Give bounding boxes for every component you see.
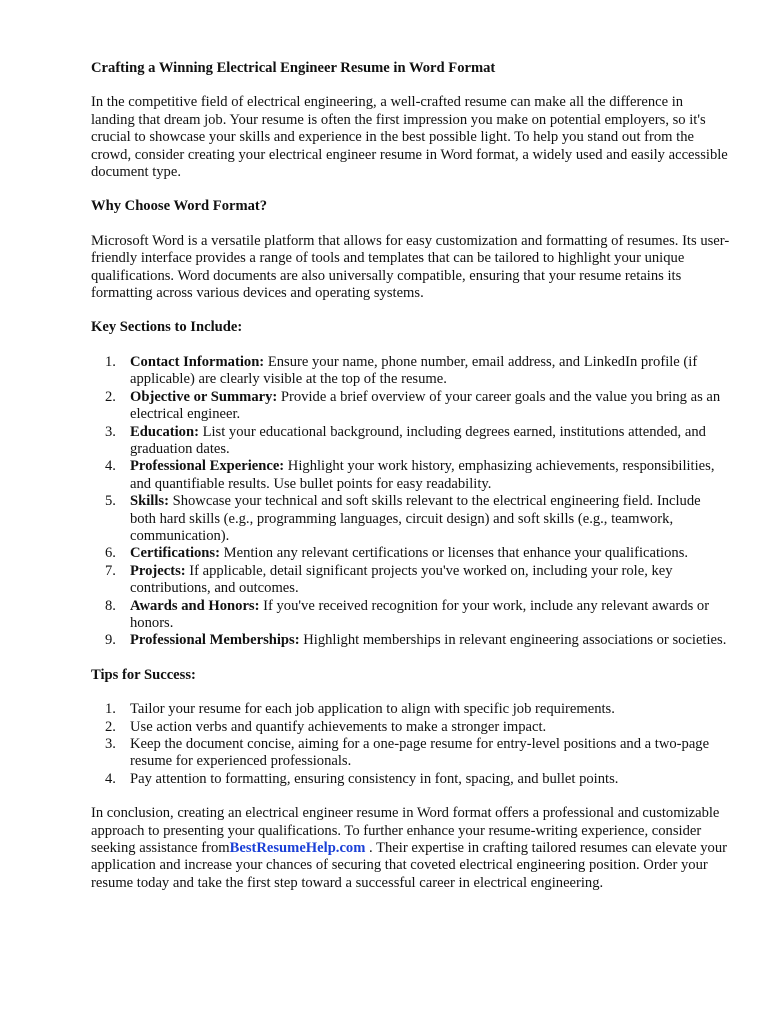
item-number: 3. bbox=[105, 736, 116, 752]
item-text: Tailor your resume for each job application to align with specific job requirements. bbox=[130, 701, 615, 718]
item-term: Objective or Summary: bbox=[130, 388, 278, 405]
list-item bbox=[91, 545, 730, 562]
item-number: 8. bbox=[105, 597, 116, 614]
intro-paragraph: In the competitive field of electrical engineering, a well-crafted resume can make all the difference in landing that dream job. Your resume is often the first impression you make on potential employers, so it's crucial to showcase your skills and experience in the best possible light. To help you stand out from the crowd, consider creating your electrical engineer resume in Word format, a widely used and easily accessible document type. bbox=[91, 94, 728, 181]
list-item bbox=[91, 493, 730, 545]
best-resume-help-link[interactable]: BestResumeHelp.com bbox=[229, 840, 366, 857]
item-number: 7. bbox=[105, 562, 116, 579]
item-number: 2. bbox=[105, 718, 116, 735]
item-text: Mention any relevant certifications or licenses that enhance your qualifications. bbox=[219, 545, 689, 562]
list-item bbox=[91, 736, 730, 771]
list-item bbox=[91, 563, 730, 598]
list-item bbox=[91, 424, 730, 459]
why-paragraph: Microsoft Word is a versatile platform that allows for easy customization and formatting of resumes. Its user-friendly interface provides a range of tools and templates that can be tailored to highlight your unique qualifications. Word documents are also universally compatible, ensuring that your resume retains its formatting across various devices and operating systems. bbox=[91, 232, 730, 302]
item-term: Certifications: bbox=[130, 545, 220, 562]
item-text: If you've received recognition for your work, include any relevant awards or honors. bbox=[130, 597, 710, 631]
item-term: Education: bbox=[130, 423, 199, 440]
item-term: Projects: bbox=[130, 562, 186, 579]
item-text: Highlight memberships in relevant engineering associations or societies. bbox=[299, 632, 727, 649]
tips-list bbox=[91, 701, 730, 788]
item-text: Provide a brief overview of your career goals and the value you bring as an electrical engineer. bbox=[130, 388, 721, 423]
item-term: Contact Information: bbox=[130, 353, 265, 370]
item-text: List your educational background, including degrees earned, institutions attended, and graduation dates. bbox=[130, 423, 706, 457]
item-number: 1. bbox=[105, 701, 116, 718]
item-term: Professional Experience: bbox=[130, 458, 285, 475]
list-item bbox=[91, 389, 730, 424]
item-text: Showcase your technical and soft skills relevant to the electrical engineering field. Include both hard skills (e.g., programming languages, circuit design) and soft skills (e.g., teamwork, communication). bbox=[130, 493, 701, 544]
item-term: Skills: bbox=[130, 493, 169, 510]
conclusion-text-after: . Their expertise in crafting tailored resumes can elevate your application and increase your chances of securing that coveted electrical engineering position. Order your resume today and take the first step toward a successful career in electrical engineering. bbox=[91, 840, 727, 891]
item-number: 4. bbox=[105, 458, 116, 475]
item-number: 1. bbox=[105, 353, 116, 370]
item-number: 9. bbox=[105, 632, 116, 649]
list-item bbox=[91, 771, 730, 788]
item-term: Awards and Honors: bbox=[130, 597, 260, 614]
list-item bbox=[91, 719, 730, 736]
item-text: Pay attention to formatting, ensuring consistency in font, spacing, and bullet points. bbox=[130, 770, 619, 787]
conclusion-paragraph bbox=[91, 805, 730, 892]
item-text: Use action verbs and quantify achievements to make a stronger impact. bbox=[130, 718, 547, 735]
item-text: If applicable, detail significant projects you've worked on, including your role, key contributions, and outcomes. bbox=[130, 562, 673, 597]
document-title: Crafting a Winning Electrical Engineer Resume in Word Format bbox=[91, 60, 496, 76]
sections-list bbox=[91, 354, 730, 650]
list-item bbox=[91, 598, 730, 633]
item-number: 3. bbox=[105, 423, 116, 440]
list-item bbox=[91, 632, 730, 649]
conclusion-text-before: In conclusion, creating an electrical engineer resume in Word format offers a professional and customizable approach to presenting your qualifications. To further enhance your resume-writing experience, consider seeking assistance from bbox=[91, 805, 720, 857]
item-text: Keep the document concise, aiming for a one-page resume for entry-level positions and a two-page resume for experienced professionals. bbox=[130, 736, 710, 770]
item-number: 6. bbox=[105, 545, 116, 562]
item-term: Professional Memberships: bbox=[130, 632, 300, 649]
item-number: 5. bbox=[105, 493, 116, 510]
item-text: Ensure your name, phone number, email address, and LinkedIn profile (if applicable) are clearly visible at the top of the resume. bbox=[130, 353, 698, 388]
item-number: 4. bbox=[105, 770, 116, 787]
list-item bbox=[91, 354, 730, 389]
tips-heading: Tips for Success: bbox=[91, 666, 196, 683]
why-heading: Why Choose Word Format? bbox=[91, 198, 268, 215]
list-item bbox=[91, 701, 730, 718]
item-text: Highlight your work history, emphasizing achievements, responsibilities, and quantifiable results. Use bullet points for easy readability. bbox=[130, 458, 715, 492]
sections-heading: Key Sections to Include: bbox=[91, 319, 243, 336]
item-number: 2. bbox=[105, 388, 116, 405]
list-item bbox=[91, 458, 730, 493]
